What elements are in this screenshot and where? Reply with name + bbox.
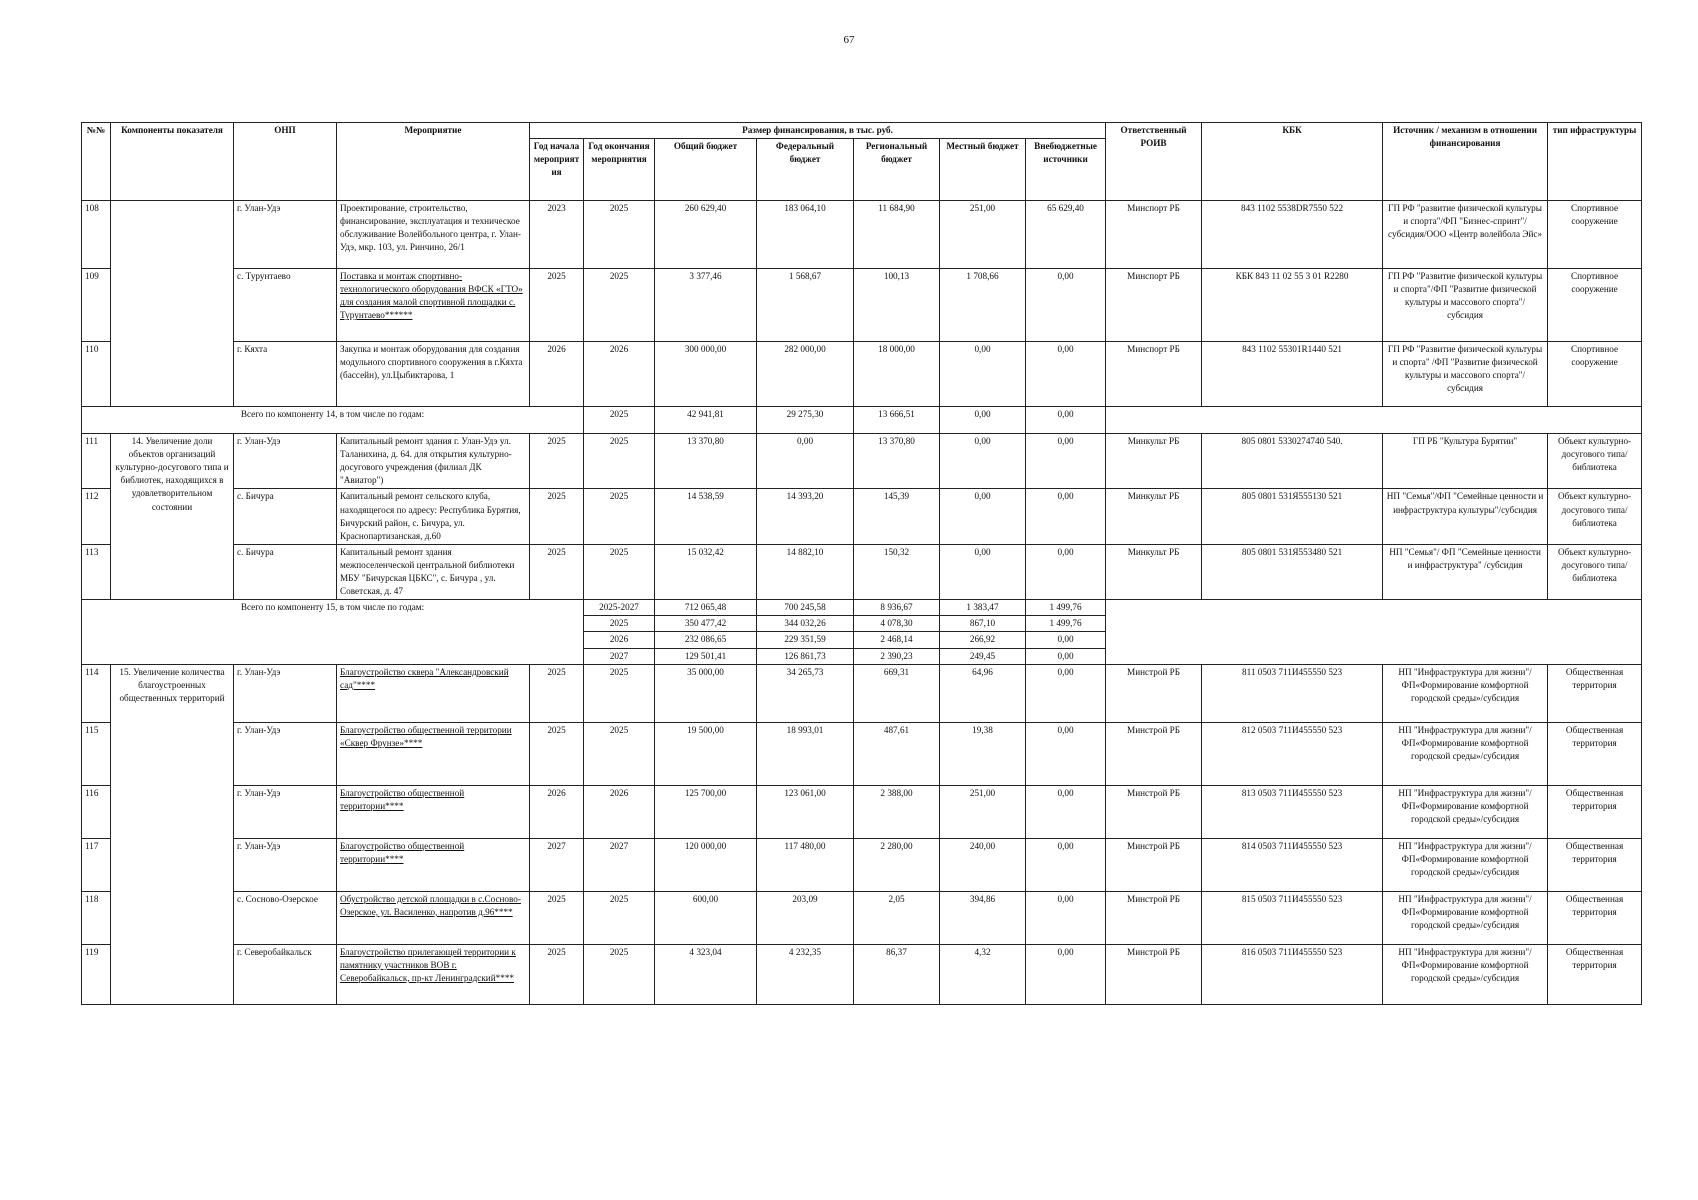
total-budget-cell: 14 538,59 [655, 489, 757, 544]
header-roiv: Ответственный РОИВ [1106, 123, 1202, 201]
onp-cell: г. Северобайкальск [234, 944, 337, 1004]
kbk-cell: 805 0801 5330274740 540. [1202, 434, 1383, 489]
year-end-cell: 2025 [584, 434, 655, 489]
year-end-cell: 2025 [584, 891, 655, 944]
extra-cell: 0,00 [1026, 664, 1106, 722]
total-budget-cell: 120 000,00 [655, 838, 757, 891]
total-budget-cell: 4 323,04 [655, 944, 757, 1004]
total-budget-cell: 129 501,41 [655, 648, 757, 664]
regional-cell: 2 388,00 [854, 785, 940, 838]
event-text: Поставка и монтаж спортивно-технологического оборудования ВФСК «ГТО» для создания малой спортивной площадки с. Турунтаево****** [340, 271, 523, 321]
kbk-cell: 815 0503 711И455550 523 [1202, 891, 1383, 944]
row-num: 114 [82, 664, 111, 722]
extra-cell: 0,00 [1026, 722, 1106, 785]
event-cell: Капитальный ремонт здания г. Улан-Удэ ул. Таланихина, д. 64. для открытия культурно-досугового учреждения (филиал ДК "Авиатор") [337, 434, 530, 489]
event-cell [337, 269, 530, 342]
onp-cell: г. Улан-Удэ [234, 785, 337, 838]
extra-cell: 0,00 [1026, 632, 1106, 648]
total-year: 2027 [584, 648, 655, 664]
extra-cell: 1 499,76 [1026, 616, 1106, 632]
extra-cell: 0,00 [1026, 838, 1106, 891]
total-budget-cell: 15 032,42 [655, 544, 757, 599]
year-end-cell: 2025 [584, 269, 655, 342]
header-regional: Региональный бюджет [854, 139, 940, 201]
federal-cell: 700 245,58 [757, 600, 854, 616]
type-cell: Спортивное сооружение [1548, 342, 1642, 407]
total-year: 2025-2027 [584, 600, 655, 616]
header-year-end: Год окончания мероприятия [584, 139, 655, 201]
kbk-cell: 814 0503 711И455550 523 [1202, 838, 1383, 891]
federal-cell: 29 275,30 [757, 407, 854, 434]
event-text: Благоустройство общественной территории «Сквер Фрунзе»**** [340, 724, 512, 748]
total-budget-cell: 35 000,00 [655, 664, 757, 722]
regional-cell: 86,37 [854, 944, 940, 1004]
local-cell: 251,00 [940, 785, 1026, 838]
local-cell: 0,00 [940, 544, 1026, 599]
onp-cell: г. Улан-Удэ [234, 722, 337, 785]
total-budget-cell: 232 086,65 [655, 632, 757, 648]
local-cell: 1 383,47 [940, 600, 1026, 616]
table-row [82, 489, 1642, 544]
type-cell: Объект культурно-досугового типа/библиотека [1548, 544, 1642, 599]
federal-cell: 126 861,73 [757, 648, 854, 664]
year-start-cell: 2025 [530, 722, 584, 785]
roiv-cell: Минстрой РБ [1106, 944, 1202, 1004]
type-cell: Общественная территория [1548, 722, 1642, 785]
local-cell: 0,00 [940, 342, 1026, 407]
event-cell [337, 722, 530, 785]
local-cell: 1 708,66 [940, 269, 1026, 342]
financing-table [81, 122, 1642, 1005]
kbk-cell: КБК 843 11 02 55 3 01 R2280 [1202, 269, 1383, 342]
roiv-cell: Минстрой РБ [1106, 785, 1202, 838]
total-budget-cell: 19 500,00 [655, 722, 757, 785]
source-cell: НП "Инфраструктура для жизни"/ФП«Формирование комфортной городской среды»/субсидия [1383, 891, 1548, 944]
local-cell: 0,00 [940, 407, 1026, 434]
event-cell: Капитальный ремонт здания межпоселенческой центральной библиотеки МБУ "Бичурская ЦБКС", с. Бичура , ул. Советская, д. 47 [337, 544, 530, 599]
event-text: Обустройство детской площадки в с.Сосново-Озерское, ул. Василенко, напротив д.96**** [340, 893, 521, 917]
extra-cell: 0,00 [1026, 342, 1106, 407]
year-start-cell: 2027 [530, 838, 584, 891]
regional-cell: 2,05 [854, 891, 940, 944]
page-number: 67 [843, 34, 855, 46]
extra-cell: 0,00 [1026, 489, 1106, 544]
total-row-14 [82, 407, 1642, 434]
year-start-cell: 2025 [530, 434, 584, 489]
roiv-cell: Минкульт РБ [1106, 544, 1202, 599]
onp-cell: с. Бичура [234, 489, 337, 544]
year-start-cell: 2025 [530, 891, 584, 944]
table-row [82, 269, 1642, 342]
row-num: 119 [82, 944, 111, 1004]
component-14-cell: 14. Увеличение доли объектов организаций культурно-досугового типа и библиотек, находящихся в удовлетворительном состоянии [111, 434, 234, 600]
kbk-cell: 805 0801 531Я555130 521 [1202, 489, 1383, 544]
extra-cell: 0,00 [1026, 891, 1106, 944]
kbk-cell: 812 0503 711И455550 523 [1202, 722, 1383, 785]
onp-cell: с. Сосново-Озерское [234, 891, 337, 944]
year-start-cell: 2026 [530, 342, 584, 407]
header-infra-type: тип ифраструктуры [1548, 123, 1642, 201]
year-end-cell: 2025 [584, 544, 655, 599]
local-cell: 266,92 [940, 632, 1026, 648]
total-year: 2025 [584, 407, 655, 434]
year-start-cell: 2025 [530, 269, 584, 342]
header-financing: Размер финансирования, в тыс. руб. [530, 123, 1106, 139]
extra-cell: 0,00 [1026, 785, 1106, 838]
row-num: 111 [82, 434, 111, 489]
table-row [82, 544, 1642, 599]
extra-cell: 0,00 [1026, 407, 1106, 434]
federal-cell: 34 265,73 [757, 664, 854, 722]
year-end-cell: 2025 [584, 201, 655, 269]
source-cell: НП "Инфраструктура для жизни"/ФП«Формирование комфортной городской среды»/субсидия [1383, 664, 1548, 722]
event-cell [337, 944, 530, 1004]
onp-cell: г. Кяхта [234, 342, 337, 407]
total-budget-cell: 712 065,48 [655, 600, 757, 616]
type-cell: Общественная территория [1548, 891, 1642, 944]
row-num: 117 [82, 838, 111, 891]
federal-cell: 1 568,67 [757, 269, 854, 342]
total-budget-cell: 350 477,42 [655, 616, 757, 632]
header-year-start: Год начала мероприятия [530, 139, 584, 201]
total-budget-cell: 125 700,00 [655, 785, 757, 838]
table-row [82, 891, 1642, 944]
header-local: Местный бюджет [940, 139, 1026, 201]
regional-cell: 11 684,90 [854, 201, 940, 269]
federal-cell: 282 000,00 [757, 342, 854, 407]
regional-cell: 13 666,51 [854, 407, 940, 434]
regional-cell: 8 936,67 [854, 600, 940, 616]
federal-cell: 0,00 [757, 434, 854, 489]
roiv-cell: Минстрой РБ [1106, 664, 1202, 722]
federal-cell: 18 993,01 [757, 722, 854, 785]
total-label: Всего по компоненту 14, в том числе по годам: [82, 407, 584, 434]
header-onp: ОНП [234, 123, 337, 201]
year-end-cell: 2027 [584, 838, 655, 891]
header-component: Компоненты показателя [111, 123, 234, 201]
year-start-cell: 2025 [530, 544, 584, 599]
roiv-cell: Минспорт РБ [1106, 201, 1202, 269]
row-num: 116 [82, 785, 111, 838]
local-cell: 394,86 [940, 891, 1026, 944]
regional-cell: 150,32 [854, 544, 940, 599]
extra-cell: 0,00 [1026, 648, 1106, 664]
local-cell: 0,00 [940, 489, 1026, 544]
year-end-cell: 2025 [584, 722, 655, 785]
type-cell: Объект культурно-досугового типа/библиотека [1548, 489, 1642, 544]
roiv-cell: Минстрой РБ [1106, 838, 1202, 891]
federal-cell: 229 351,59 [757, 632, 854, 648]
event-cell: Проектирование, строительство, финансирование, эксплуатация и техническое обслуживание Волейбольного центра, г. Улан-Удэ, мкр. 103, ул. Ринчино, 26/1 [337, 201, 530, 269]
header-source: Источник / механизм в отношении финансирования [1383, 123, 1548, 201]
kbk-cell: 843 1102 5538DR7550 522 [1202, 201, 1383, 269]
total-year: 2025 [584, 616, 655, 632]
extra-cell: 0,00 [1026, 944, 1106, 1004]
roiv-cell: Минстрой РБ [1106, 891, 1202, 944]
kbk-cell: 811 0503 711И455550 523 [1202, 664, 1383, 722]
onp-cell: г. Улан-Удэ [234, 201, 337, 269]
federal-cell: 183 064,10 [757, 201, 854, 269]
year-end-cell: 2026 [584, 342, 655, 407]
roiv-cell: Минспорт РБ [1106, 269, 1202, 342]
kbk-cell: 813 0503 711И455550 523 [1202, 785, 1383, 838]
extra-cell: 1 499,76 [1026, 600, 1106, 616]
total-budget-cell: 300 000,00 [655, 342, 757, 407]
local-cell: 867,10 [940, 616, 1026, 632]
extra-cell: 0,00 [1026, 434, 1106, 489]
regional-cell: 4 078,30 [854, 616, 940, 632]
roiv-cell: Минспорт РБ [1106, 342, 1202, 407]
table-row [82, 785, 1642, 838]
total-label: Всего по компоненту 15, в том числе по годам: [82, 600, 584, 664]
table-row [82, 664, 1642, 722]
extra-cell: 0,00 [1026, 269, 1106, 342]
component-15-cell: 15. Увеличение количества благоустроенных общественных территорий [111, 664, 234, 1004]
roiv-cell: Минстрой РБ [1106, 722, 1202, 785]
table-row [82, 434, 1642, 489]
extra-cell: 0,00 [1026, 544, 1106, 599]
federal-cell: 4 232,35 [757, 944, 854, 1004]
federal-cell: 203,09 [757, 891, 854, 944]
source-cell: НП "Инфраструктура для жизни"/ФП«Формирование комфортной городской среды»/субсидия [1383, 785, 1548, 838]
onp-cell: г. Улан-Удэ [234, 664, 337, 722]
header-num: №№ [82, 123, 111, 201]
regional-cell: 145,39 [854, 489, 940, 544]
type-cell: Общественная территория [1548, 838, 1642, 891]
header-federal: Федеральный бюджет [757, 139, 854, 201]
row-num: 112 [82, 489, 111, 544]
source-cell: НП "Семья"/ФП "Семейные ценности и инфраструктура культуры"/субсидия [1383, 489, 1548, 544]
source-cell: ГП РФ "Развитие физической культуры и спорта" /ФП "Развитие физической культуры и массового спорта"/ субсидия [1383, 342, 1548, 407]
event-cell [337, 838, 530, 891]
year-end-cell: 2025 [584, 489, 655, 544]
type-cell: Общественная территория [1548, 785, 1642, 838]
event-text: Благоустройство прилегающей территории к памятнику участников ВОВ г. Северобайкальск, пр-кт Ленинградский**** [340, 946, 516, 983]
local-cell: 64,96 [940, 664, 1026, 722]
event-text: Благоустройство сквера "Александровский сад"**** [340, 666, 509, 690]
regional-cell: 669,31 [854, 664, 940, 722]
regional-cell: 18 000,00 [854, 342, 940, 407]
year-end-cell: 2026 [584, 785, 655, 838]
local-cell: 249,45 [940, 648, 1026, 664]
event-cell: Закупка и монтаж оборудования для создания модульного спортивного сооружения в г.Кяхта (бассейн), ул.Цыбиктарова, 1 [337, 342, 530, 407]
row-num: 108 [82, 201, 111, 269]
type-cell: Общественная территория [1548, 664, 1642, 722]
header-event: Мероприятие [337, 123, 530, 201]
regional-cell: 100,13 [854, 269, 940, 342]
table-row [82, 342, 1642, 407]
table-row [82, 838, 1642, 891]
regional-cell: 13 370,80 [854, 434, 940, 489]
federal-cell: 344 032,26 [757, 616, 854, 632]
event-cell: Капитальный ремонт сельского клуба, находящегося по адресу: Республика Бурятия, Бичурский район, с. Бичура, ул. Краснопартизанская, д.60 [337, 489, 530, 544]
kbk-cell: 843 1102 55301R1440 521 [1202, 342, 1383, 407]
source-cell: ГП РФ "Развитие физической культуры и спорта"/ФП "Развитие физической культуры и массового спорта"/ субсидия [1383, 269, 1548, 342]
type-cell: Объект культурно-досугового типа/библиотека [1548, 434, 1642, 489]
federal-cell: 14 393,20 [757, 489, 854, 544]
source-cell: ГП РФ "развитие физической культуры и спорта"/ФП "Бизнес-спринт"/субсидия/ООО «Центр волейбола Эйс» [1383, 201, 1548, 269]
year-start-cell: 2026 [530, 785, 584, 838]
blank-cell [1106, 600, 1642, 664]
row-num: 118 [82, 891, 111, 944]
event-text: Благоустройство общественной территории**** [340, 840, 465, 864]
total-row-15 [82, 600, 1642, 616]
extra-cell: 65 629,40 [1026, 201, 1106, 269]
table-row [82, 722, 1642, 785]
row-num: 110 [82, 342, 111, 407]
row-num: 113 [82, 544, 111, 599]
federal-cell: 123 061,00 [757, 785, 854, 838]
federal-cell: 14 882,10 [757, 544, 854, 599]
source-cell: НП "Инфраструктура для жизни"/ФП«Формирование комфортной городской среды»/субсидия [1383, 722, 1548, 785]
regional-cell: 487,61 [854, 722, 940, 785]
year-end-cell: 2025 [584, 664, 655, 722]
onp-cell: г. Улан-Удэ [234, 434, 337, 489]
row-num: 115 [82, 722, 111, 785]
type-cell: Спортивное сооружение [1548, 201, 1642, 269]
total-budget-cell: 600,00 [655, 891, 757, 944]
roiv-cell: Минкульт РБ [1106, 489, 1202, 544]
header-extra: Внебюджетные источники [1026, 139, 1106, 201]
local-cell: 251,00 [940, 201, 1026, 269]
local-cell: 4,32 [940, 944, 1026, 1004]
source-cell: НП "Инфраструктура для жизни"/ФП«Формирование комфортной городской среды»/субсидия [1383, 944, 1548, 1004]
type-cell: Общественная территория [1548, 944, 1642, 1004]
event-cell [337, 785, 530, 838]
kbk-cell: 805 0801 531Я553480 521 [1202, 544, 1383, 599]
kbk-cell: 816 0503 711И455550 523 [1202, 944, 1383, 1004]
event-text: Благоустройство общественной территории**** [340, 787, 465, 811]
total-budget-cell: 3 377,46 [655, 269, 757, 342]
onp-cell: с. Бичура [234, 544, 337, 599]
year-start-cell: 2025 [530, 664, 584, 722]
total-budget-cell: 42 941,81 [655, 407, 757, 434]
header-total-budget: Общий бюджет [655, 139, 757, 201]
local-cell: 240,00 [940, 838, 1026, 891]
event-cell [337, 891, 530, 944]
year-start-cell: 2025 [530, 489, 584, 544]
table-row [82, 944, 1642, 1004]
row-num: 109 [82, 269, 111, 342]
roiv-cell: Минкульт РБ [1106, 434, 1202, 489]
regional-cell: 2 468,14 [854, 632, 940, 648]
local-cell: 0,00 [940, 434, 1026, 489]
component-cell [111, 201, 234, 407]
onp-cell: г. Улан-Удэ [234, 838, 337, 891]
regional-cell: 2 280,00 [854, 838, 940, 891]
blank-cell [1106, 407, 1642, 434]
federal-cell: 117 480,00 [757, 838, 854, 891]
event-cell [337, 664, 530, 722]
table-row [82, 201, 1642, 269]
regional-cell: 2 390,23 [854, 648, 940, 664]
local-cell: 19,38 [940, 722, 1026, 785]
source-cell: ГП РБ "Культура Бурятии" [1383, 434, 1548, 489]
header-row-1 [82, 123, 1642, 139]
onp-cell: с. Турунтаево [234, 269, 337, 342]
total-budget-cell: 260 629,40 [655, 201, 757, 269]
source-cell: НП "Инфраструктура для жизни"/ФП«Формирование комфортной городской среды»/субсидия [1383, 838, 1548, 891]
header-kbk: КБК [1202, 123, 1383, 201]
type-cell: Спортивное сооружение [1548, 269, 1642, 342]
year-end-cell: 2025 [584, 944, 655, 1004]
year-start-cell: 2025 [530, 944, 584, 1004]
year-start-cell: 2023 [530, 201, 584, 269]
total-year: 2026 [584, 632, 655, 648]
total-budget-cell: 13 370,80 [655, 434, 757, 489]
source-cell: НП "Семья"/ ФП "Семейные ценности и инфраструктура" /субсидия [1383, 544, 1548, 599]
